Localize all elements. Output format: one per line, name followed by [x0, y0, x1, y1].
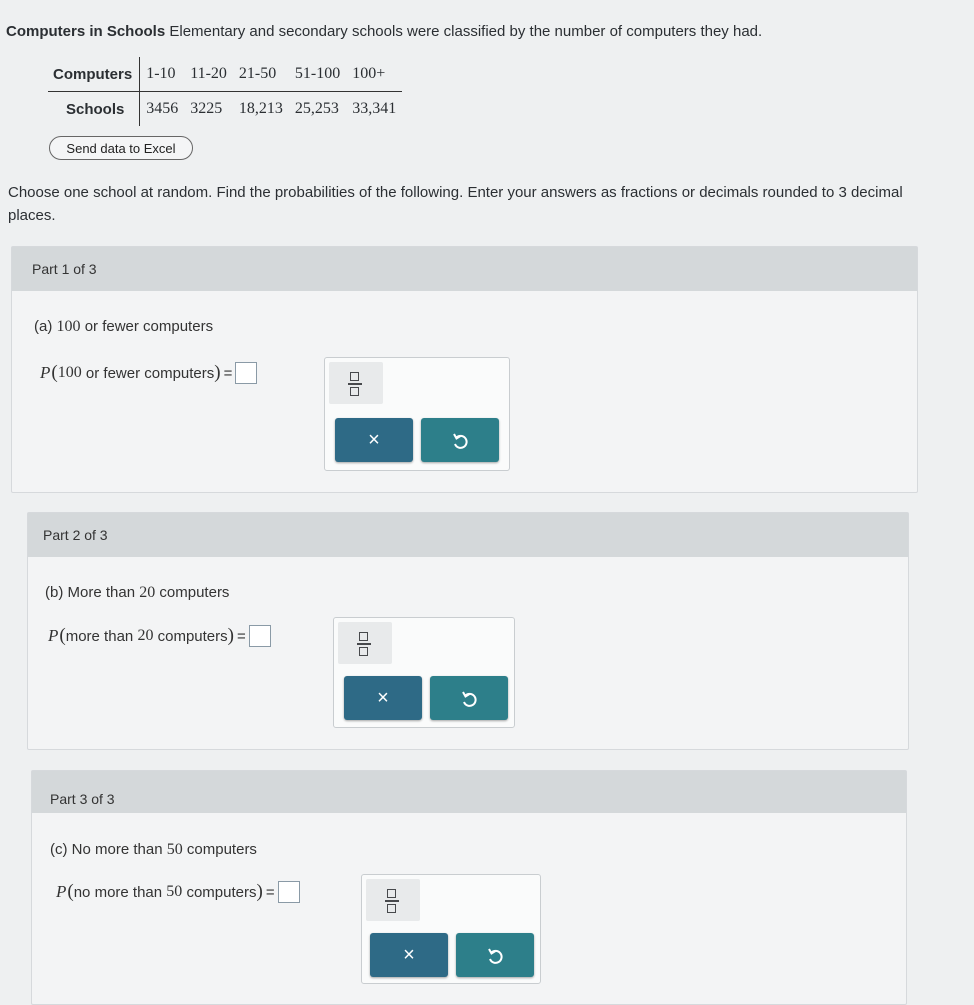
p-text: or fewer computers: [85, 364, 215, 382]
question-number: 100: [56, 318, 81, 335]
clear-button[interactable]: [335, 418, 413, 462]
question-number: 50: [166, 841, 183, 858]
part-2-question: [45, 584, 229, 602]
table-row-computers: [48, 57, 402, 92]
part-1-question: [34, 318, 213, 336]
p-text: computers: [186, 883, 257, 901]
question-number: 20: [139, 584, 156, 601]
answer-input[interactable]: [249, 625, 271, 647]
fraction-button[interactable]: [366, 879, 420, 921]
undo-icon: [452, 432, 468, 450]
category-cell: 21-50: [233, 57, 289, 92]
fraction-denominator: [350, 387, 359, 396]
clear-icon: ×: [403, 944, 415, 966]
fraction-bar: [385, 900, 399, 902]
undo-button[interactable]: [430, 676, 508, 720]
math-toolbar: [333, 617, 515, 728]
undo-icon: [461, 690, 477, 708]
category-cell: 100+: [346, 57, 402, 92]
part-2-panel: [27, 512, 909, 750]
p-number: 50: [166, 883, 183, 900]
question-label: (c): [50, 841, 68, 858]
schools-cell: 3225: [190, 100, 223, 117]
p-symbol: P: [40, 363, 51, 382]
question-label: (b): [45, 584, 64, 601]
schools-cell: 3456: [146, 100, 179, 117]
row-label-computers: Computers: [48, 57, 140, 92]
fraction-denominator: [359, 647, 368, 656]
equals-sign: =: [223, 364, 233, 382]
p-symbol: P: [56, 882, 67, 901]
question-text: or fewer computers: [84, 318, 214, 335]
schools-cell: 33,341: [352, 100, 397, 117]
part-1-header: Part 1 of 3: [12, 247, 917, 291]
part-3-probability: [56, 881, 300, 903]
p-text: computers: [157, 627, 228, 645]
fraction-denominator: [387, 904, 396, 913]
close-paren: ): [256, 881, 263, 902]
p-number: 100: [57, 364, 82, 381]
open-paren: (: [67, 881, 74, 902]
question-text: No more than: [71, 841, 163, 858]
data-table: [48, 57, 402, 126]
clear-button[interactable]: [370, 933, 448, 977]
table-row-schools: [48, 92, 402, 127]
part-3-question: [50, 841, 257, 859]
schools-cell: 25,253: [294, 100, 339, 117]
undo-button[interactable]: [456, 933, 534, 977]
p-text: more than: [65, 627, 134, 645]
part-2-probability: [48, 625, 271, 647]
category-cell: 1-10: [140, 57, 185, 92]
question-text: More than: [67, 584, 136, 601]
part-2-header: Part 2 of 3: [28, 513, 908, 557]
fraction-button[interactable]: [329, 362, 383, 404]
undo-button[interactable]: [421, 418, 499, 462]
equals-sign: =: [265, 883, 275, 901]
p-text: no more than: [73, 883, 163, 901]
part-3-panel: [31, 770, 907, 1005]
part-3-header: Part 3 of 3: [32, 771, 906, 813]
clear-icon: ×: [377, 687, 389, 709]
category-cell: 51-100: [289, 57, 346, 92]
problem-intro: [6, 22, 936, 42]
send-to-excel-button[interactable]: Send data to Excel: [49, 136, 193, 160]
schools-cell: 18,213: [238, 100, 283, 117]
problem-text: Elementary and secondary schools were classified by the number of computers they had.: [169, 23, 763, 40]
equals-sign: =: [236, 627, 246, 645]
fraction-bar: [357, 643, 371, 645]
close-paren: ): [227, 625, 234, 646]
answer-input[interactable]: [235, 362, 257, 384]
question-text: computers: [186, 841, 257, 858]
answer-input[interactable]: [278, 881, 300, 903]
undo-icon: [487, 947, 503, 965]
open-paren: (: [59, 625, 66, 646]
category-cell: 11-20: [184, 57, 233, 92]
instructions: Choose one school at random. Find the probabilities of the following. Enter your answers as fractions or decimals rounded to 3 decimal places.: [8, 184, 903, 224]
clear-button[interactable]: [344, 676, 422, 720]
p-symbol: P: [48, 626, 59, 645]
fraction-template-icon: [359, 632, 368, 641]
row-label-schools: Schools: [48, 92, 140, 127]
fraction-template-icon: [350, 372, 359, 381]
fraction-button[interactable]: [338, 622, 392, 664]
part-1-panel: [11, 246, 918, 493]
math-toolbar: [361, 874, 541, 984]
part-1-probability: [40, 362, 257, 384]
math-toolbar: [324, 357, 510, 471]
question-label: (a): [34, 318, 53, 335]
close-paren: ): [214, 362, 221, 383]
p-number: 20: [137, 627, 154, 644]
fraction-bar: [348, 383, 362, 385]
question-text: computers: [159, 584, 230, 601]
problem-title: Computers in Schools: [6, 23, 166, 40]
fraction-template-icon: [387, 889, 396, 898]
clear-icon: ×: [368, 429, 380, 451]
open-paren: (: [51, 362, 58, 383]
